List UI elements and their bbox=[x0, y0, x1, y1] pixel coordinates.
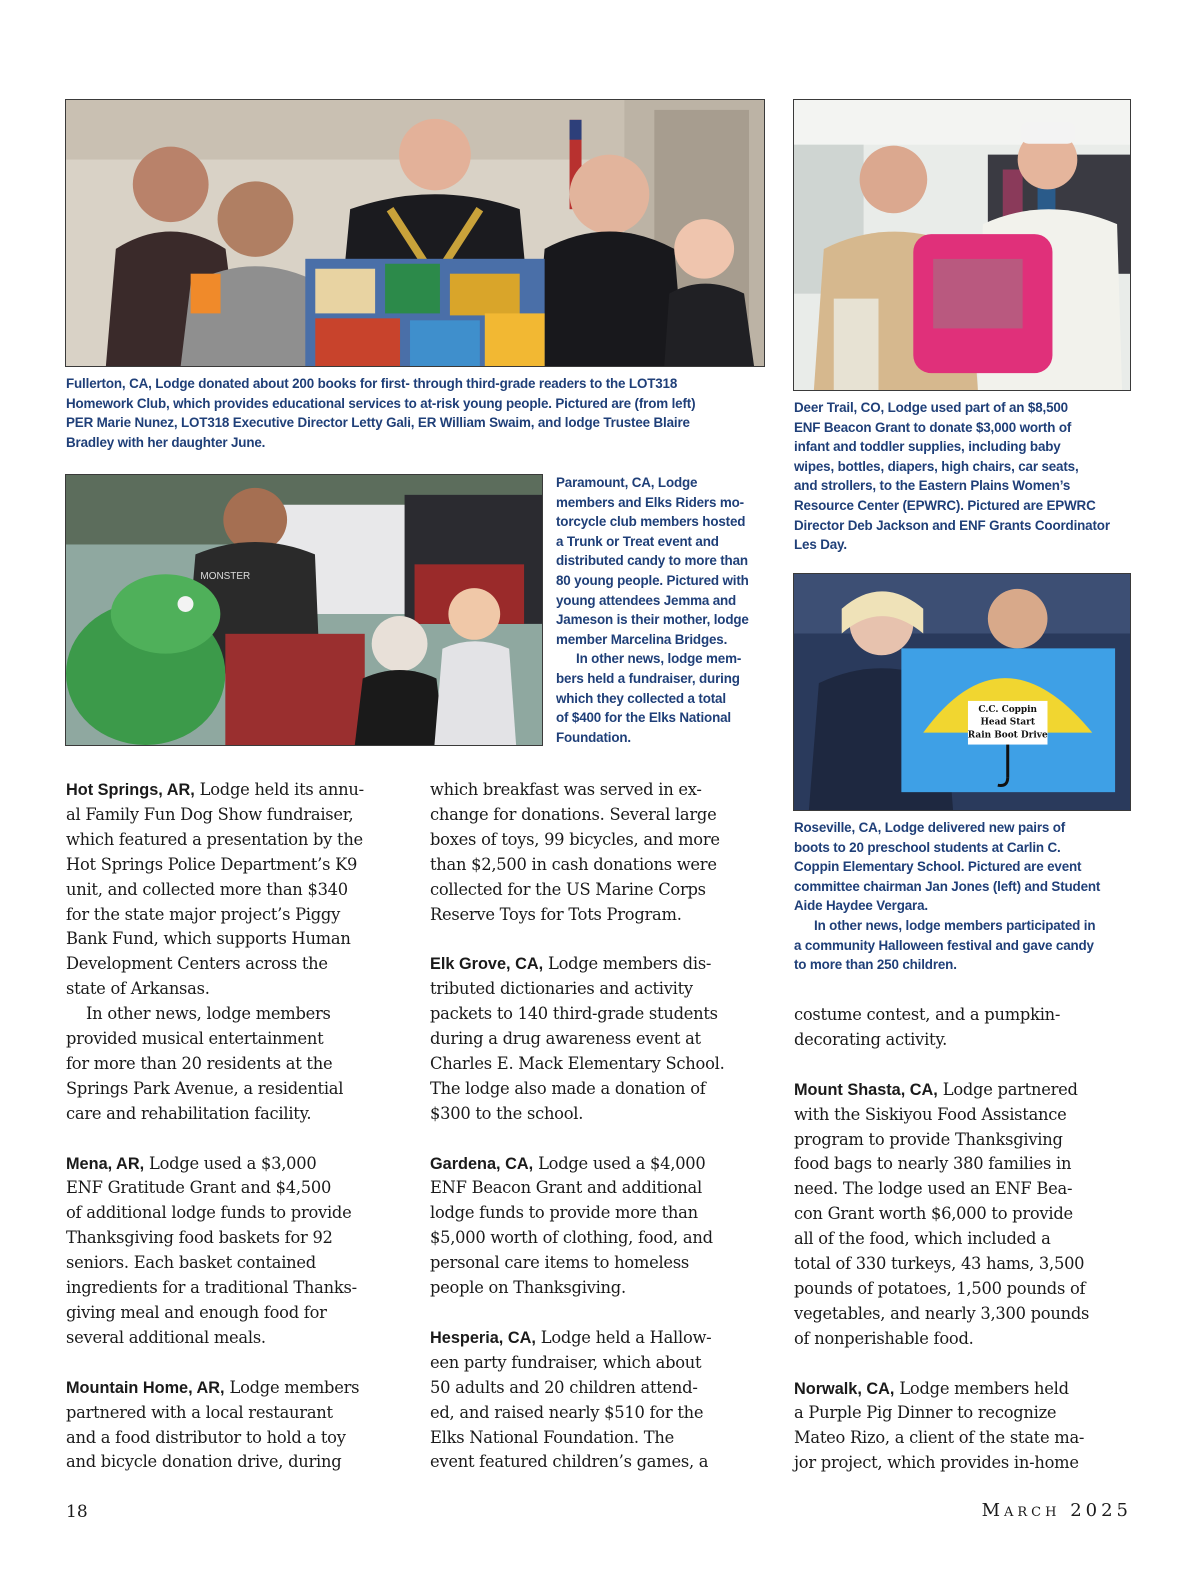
article-line: costume contest, and a pumpkin- bbox=[794, 1005, 1061, 1024]
article-line: giving meal and enough food for bbox=[66, 1303, 327, 1323]
article-line: jor project, which provides in-home bbox=[794, 1453, 1079, 1473]
article-line: seniors. Each basket contained bbox=[66, 1253, 316, 1273]
article-line: packets to 140 third-grade students bbox=[430, 1004, 718, 1024]
article-line: which breakfast was served in ex- bbox=[430, 780, 702, 799]
caption-line: Lodge bbox=[654, 475, 698, 490]
caption-line: In other news, lodge members participated in bbox=[814, 917, 1096, 933]
article-line: tributed dictionaries and activity bbox=[430, 979, 693, 999]
caption-line: member Marcelina Bridges. bbox=[556, 631, 728, 647]
caption-line: ENF Beacon Grant to donate $3,000 worth of bbox=[794, 419, 1072, 435]
body-column-1 bbox=[66, 778, 416, 1475]
article-line: Lodge held its annu- bbox=[194, 780, 364, 799]
article-paragraph bbox=[66, 1376, 416, 1476]
article-line: a Purple Pig Dinner to recognize bbox=[794, 1403, 1057, 1423]
body-column-3 bbox=[794, 1003, 1144, 1476]
article-line: The lodge also made a donation of bbox=[430, 1078, 706, 1098]
article-location: Mount Shasta, CA, bbox=[794, 1080, 938, 1099]
article-line: Thanksgiving food baskets for 92 bbox=[66, 1228, 333, 1248]
article-line: Elks National Foundation. The bbox=[430, 1427, 674, 1447]
photo-paramount bbox=[65, 474, 543, 746]
body-column-2 bbox=[430, 778, 780, 1475]
caption-line: Les Day. bbox=[794, 537, 847, 553]
caption-paramount bbox=[556, 473, 776, 747]
article-line: personal care items to homeless bbox=[430, 1253, 690, 1273]
article-line: In other news, lodge members bbox=[86, 1004, 331, 1024]
article-line: $5,000 worth of clothing, food, and bbox=[430, 1228, 713, 1248]
article-line: Lodge members dis- bbox=[543, 954, 712, 974]
article-location: Norwalk, CA, bbox=[794, 1379, 895, 1398]
article-line: boxes of toys, 99 bicycles, and more bbox=[430, 829, 720, 849]
article-paragraph bbox=[430, 1152, 780, 1301]
article-line: all of the food, which included a bbox=[794, 1229, 1051, 1249]
article-line: ENF Beacon Grant and additional bbox=[430, 1178, 702, 1198]
caption-location: Fullerton, CA, bbox=[66, 376, 152, 391]
caption-line: Director Deb Jackson and ENF Grants Coordinator bbox=[794, 517, 1110, 533]
article-line: state of Arkansas. bbox=[66, 979, 210, 999]
article-location: Mountain Home, AR, bbox=[66, 1378, 225, 1397]
article-line: provided musical entertainment bbox=[66, 1029, 324, 1049]
article-line: unit, and collected more than $340 bbox=[66, 879, 348, 899]
article-line: of nonperishable food. bbox=[794, 1328, 974, 1348]
caption-line: Coppin Elementary School. Pictured are event bbox=[794, 859, 1082, 875]
caption-line: Lodge donated about 200 books for first- through third-grade readers to the LOT318 bbox=[151, 376, 678, 391]
article-line: Mateo Rizo, a client of the state ma- bbox=[794, 1428, 1085, 1448]
caption-deer-trail bbox=[794, 398, 1134, 555]
article-line: people on Thanksgiving. bbox=[430, 1278, 626, 1298]
article-location: Hesperia, CA, bbox=[430, 1328, 536, 1347]
article-line: event featured children’s games, a bbox=[430, 1452, 709, 1472]
caption-line: Aide Haydee Vergara. bbox=[794, 898, 928, 914]
article-line: for the state major project’s Piggy bbox=[66, 904, 341, 924]
caption-line: Jameson is their mother, lodge bbox=[556, 612, 749, 628]
article-line: Lodge members bbox=[224, 1377, 360, 1397]
sign-line-1: C.C. Coppin bbox=[978, 704, 1038, 715]
article-line: with the Siskiyou Food Assistance bbox=[794, 1104, 1067, 1124]
issue-date: March 2025 bbox=[981, 1500, 1132, 1521]
article-line: for more than 20 residents at the bbox=[66, 1053, 333, 1073]
caption-location: Paramount, CA, bbox=[556, 475, 655, 490]
photo-deer-trail bbox=[793, 99, 1131, 391]
article-line: een party fundraiser, which about bbox=[430, 1352, 702, 1372]
article-paragraph bbox=[794, 1377, 1144, 1477]
caption-line: Bradley with her daughter June. bbox=[66, 434, 266, 450]
article-line: collected for the US Marine Corps bbox=[430, 879, 706, 899]
article-paragraph bbox=[430, 952, 780, 1126]
caption-line: and strollers, to the Eastern Plains Women’s bbox=[794, 478, 1071, 494]
caption-line: of $400 for the Elks National bbox=[556, 710, 731, 726]
article-line: food bags to nearly 380 families in bbox=[794, 1154, 1072, 1174]
article-line: Lodge members held bbox=[894, 1378, 1069, 1398]
article-line: partnered with a local restaurant bbox=[66, 1402, 333, 1422]
article-continuation bbox=[794, 1003, 1144, 1053]
article-line: Bank Fund, which supports Human bbox=[66, 929, 351, 949]
article-line: care and rehabilitation facility. bbox=[66, 1103, 312, 1123]
article-line: ed, and raised nearly $510 for the bbox=[430, 1402, 704, 1422]
article-line: $300 to the school. bbox=[430, 1103, 584, 1123]
article-location: Gardena, CA, bbox=[430, 1154, 534, 1173]
article-line: of additional lodge funds to provide bbox=[66, 1203, 352, 1223]
article-line: Charles E. Mack Elementary School. bbox=[430, 1053, 725, 1073]
article-line: al Family Fun Dog Show fundraiser, bbox=[66, 804, 354, 824]
page-number: 18 bbox=[66, 1502, 88, 1522]
article-paragraph bbox=[66, 1152, 416, 1351]
article-line: several additional meals. bbox=[66, 1327, 266, 1347]
caption-line: infant and toddler supplies, including baby bbox=[794, 439, 1061, 455]
article-line: Lodge used a $3,000 bbox=[144, 1153, 317, 1173]
article-line: ENF Gratitude Grant and $4,500 bbox=[66, 1178, 332, 1198]
caption-line: Lodge used part of an $8,500 bbox=[884, 400, 1068, 415]
article-location: Mena, AR, bbox=[66, 1154, 145, 1173]
caption-line: a community Halloween festival and gave candy bbox=[794, 937, 1094, 953]
caption-line: wipes, bottles, diapers, high chairs, car seats, bbox=[794, 458, 1079, 474]
article-line: vegetables, and nearly 3,300 pounds bbox=[794, 1303, 1090, 1323]
caption-line: which they collected a total bbox=[556, 690, 726, 706]
caption-line: Resource Center (EPWRC). Pictured are EPWRC bbox=[794, 497, 1096, 513]
article-line: Springs Park Avenue, a residential bbox=[66, 1078, 344, 1098]
article-line: Lodge partnered bbox=[937, 1079, 1078, 1099]
caption-line: a Trunk or Treat event and bbox=[556, 533, 719, 549]
article-line: Lodge used a $4,000 bbox=[533, 1153, 706, 1173]
caption-fullerton bbox=[66, 374, 766, 452]
article-line: than $2,500 in cash donations were bbox=[430, 854, 717, 874]
article-paragraph bbox=[430, 1326, 780, 1475]
article-line: need. The lodge used an ENF Bea- bbox=[794, 1179, 1073, 1199]
article-paragraph bbox=[794, 1078, 1144, 1352]
caption-line: Homework Club, which provides educational services to at-risk young people. Pictured are (from left) bbox=[66, 395, 696, 411]
article-continuation bbox=[66, 1002, 416, 1127]
article-line: Development Centers across the bbox=[66, 954, 328, 974]
caption-line: PER Marie Nunez, LOT318 Executive Director Letty Gali, ER William Swaim, and lodge Trustee Blaire bbox=[66, 415, 690, 431]
sign-line-3: Rain Boot Drive bbox=[967, 730, 1048, 741]
caption-line: bers held a fundraiser, during bbox=[556, 670, 740, 686]
article-location: Elk Grove, CA, bbox=[430, 955, 544, 974]
caption-location: Roseville, CA, bbox=[794, 820, 882, 835]
article-continuation bbox=[430, 778, 780, 927]
caption-roseville bbox=[794, 818, 1139, 975]
caption-line: boots to 20 preschool students at Carlin C. bbox=[794, 839, 1061, 855]
article-line: 50 adults and 20 children attend- bbox=[430, 1377, 698, 1397]
caption-line: Lodge delivered new pairs of bbox=[881, 820, 1066, 835]
sign-line-2: Head Start bbox=[980, 717, 1035, 728]
article-line: ingredients for a traditional Thanks- bbox=[66, 1278, 357, 1298]
article-line: which featured a presentation by the bbox=[66, 829, 363, 849]
article-line: pounds of potatoes, 1,500 pounds of bbox=[794, 1278, 1086, 1298]
article-line: change for donations. Several large bbox=[430, 804, 717, 824]
caption-location: Deer Trail, CO, bbox=[794, 400, 885, 415]
article-line: program to provide Thanksgiving bbox=[794, 1129, 1063, 1149]
caption-line: 80 young people. Pictured with bbox=[556, 572, 749, 588]
article-line: and a food distributor to hold a toy bbox=[66, 1427, 346, 1447]
caption-line: Foundation. bbox=[556, 729, 631, 745]
photo-roseville bbox=[793, 573, 1131, 811]
article-paragraph bbox=[66, 778, 416, 1002]
caption-line: members and Elks Riders mo- bbox=[556, 494, 744, 510]
article-line: con Grant worth $6,000 to provide bbox=[794, 1204, 1073, 1224]
caption-line: young attendees Jemma and bbox=[556, 592, 737, 608]
article-line: lodge funds to provide more than bbox=[430, 1203, 698, 1223]
article-line: decorating activity. bbox=[794, 1029, 948, 1049]
article-line: and bicycle donation drive, during bbox=[66, 1452, 342, 1472]
article-location: Hot Springs, AR, bbox=[66, 781, 195, 799]
article-line: Lodge held a Hallow- bbox=[535, 1327, 712, 1347]
caption-line: committee chairman Jan Jones (left) and Student bbox=[794, 878, 1101, 894]
article-line: Reserve Toys for Tots Program. bbox=[430, 904, 682, 924]
caption-line: distributed candy to more than bbox=[556, 553, 748, 569]
article-line: Hot Springs Police Department’s K9 bbox=[66, 854, 358, 874]
caption-line: torcycle club members hosted bbox=[556, 514, 746, 530]
photo-fullerton bbox=[65, 99, 765, 367]
shirt-text: MONSTER bbox=[200, 571, 251, 583]
caption-line: to more than 250 children. bbox=[794, 957, 957, 973]
caption-line: In other news, lodge mem- bbox=[576, 651, 742, 667]
article-line: during a drug awareness event at bbox=[430, 1029, 701, 1049]
article-line: total of 330 turkeys, 43 hams, 3,500 bbox=[794, 1254, 1085, 1274]
